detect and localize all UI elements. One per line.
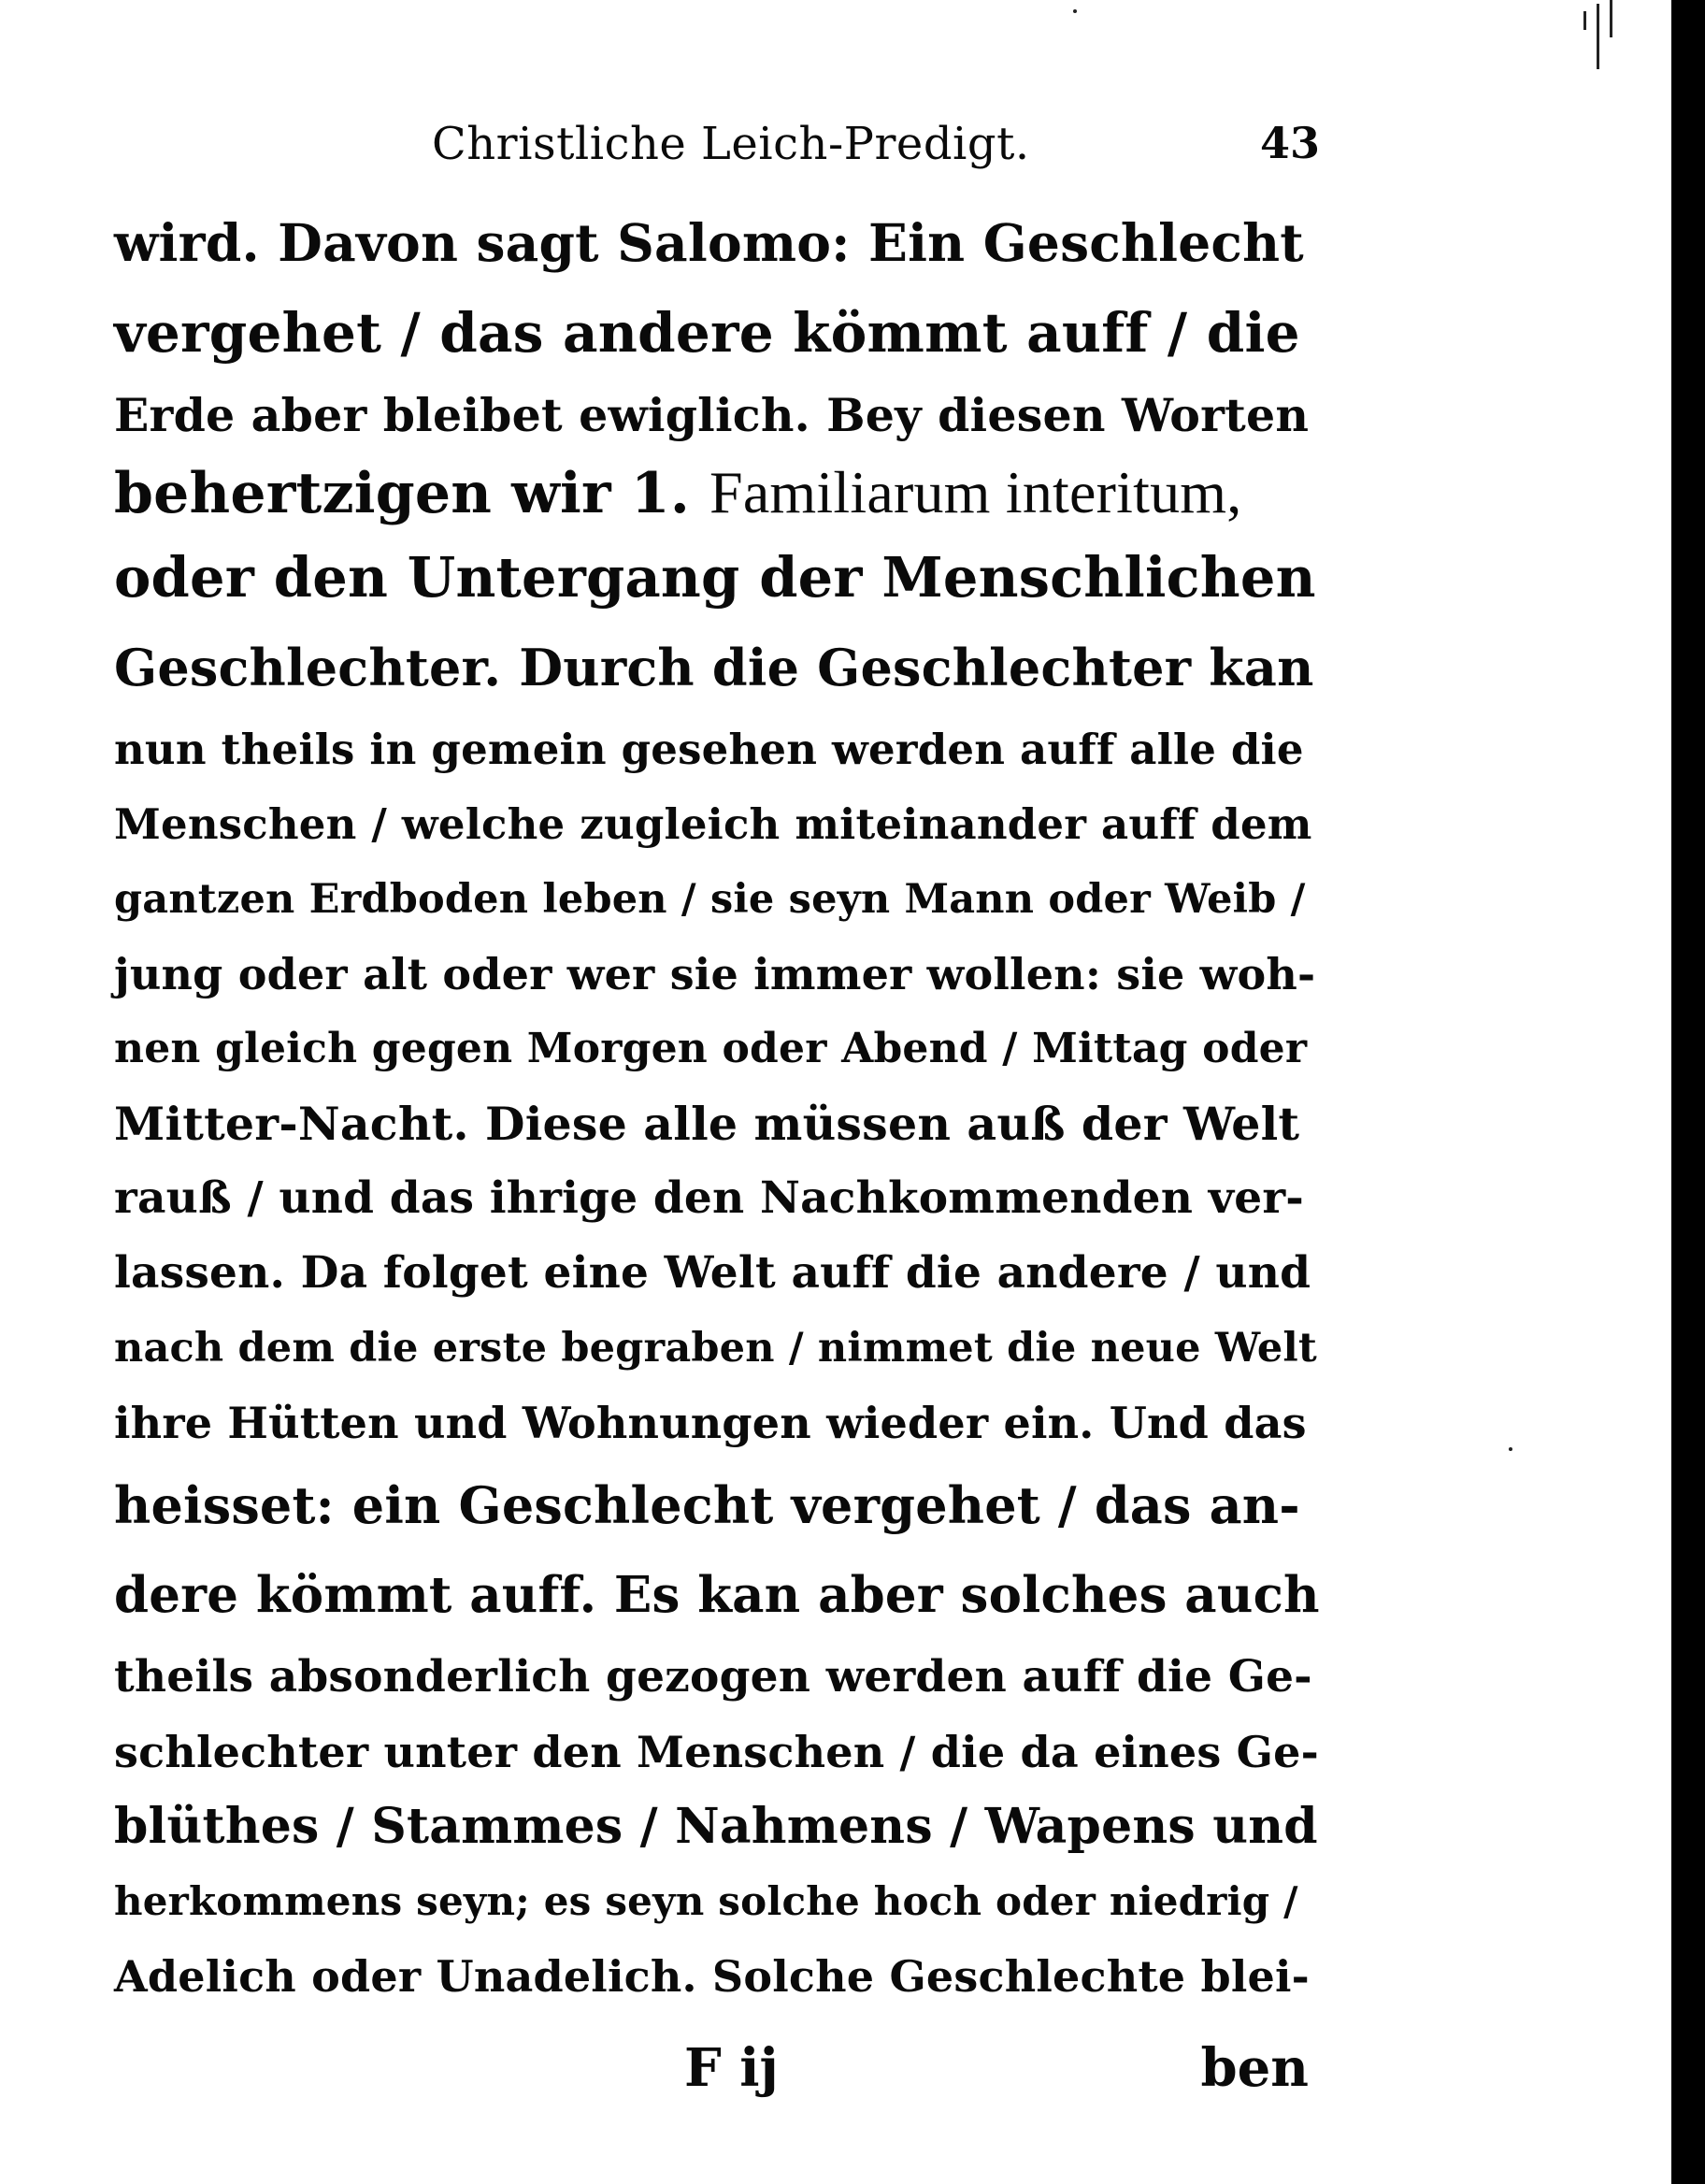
text-line: schlechter unter den Menschen / die da eines Ge-	[114, 1727, 1319, 1777]
text-line: Adelich oder Unadelich. Solche Geschlechte blei-	[114, 1951, 1310, 2002]
text-line: nun theils in gemein gesehen werden auff alle die	[114, 725, 1304, 774]
text-line-latin: behertzigen wir 1. Familiarum interitum,	[114, 459, 1242, 526]
text-line: Erde aber bleibet ewiglich. Bey diesen Worten	[114, 388, 1310, 442]
text-line: lassen. Da folget eine Welt auff die andere / und	[114, 1247, 1311, 1299]
book-page	[114, 110, 1320, 2105]
latin-phrase: Familiarum interitum,	[709, 459, 1242, 525]
text-line: Menschen / welche zugleich miteinander auff dem	[114, 799, 1312, 849]
scan-specks	[1583, 0, 1621, 103]
text-line: rauß / und das ihrige den Nachkommenden ver-	[114, 1172, 1305, 1224]
text-line: Geschlechter. Durch die Geschlechter kan	[114, 638, 1314, 697]
text-line: ihre Hütten und Wohnungen wieder ein. Und das	[114, 1398, 1307, 1448]
scan-dust-dot	[1073, 9, 1077, 13]
page-header	[114, 110, 1320, 194]
text-line: oder den Untergang der Menschlichen	[114, 545, 1316, 610]
body-text	[114, 198, 1320, 2014]
text-line: jung oder alt oder wer sie immer wollen: sie woh-	[114, 949, 1316, 999]
page-number: 43	[1259, 118, 1320, 168]
text-line: blüthes / Stammes / Nahmens / Wapens und	[114, 1798, 1318, 1855]
text-line: gantzen Erdboden leben / sie seyn Mann oder Weib /	[114, 876, 1306, 923]
text-line: vergehet / das andere kömmt auff / die	[114, 301, 1300, 365]
text-line: nach dem die erste begraben / nimmet die neue Welt	[114, 1325, 1317, 1372]
text-line: dere kömmt auff. Es kan aber solches auch	[114, 1566, 1320, 1624]
text-line: theils absonderlich gezogen werden auff die Ge-	[114, 1651, 1312, 1703]
running-head: Christliche Leich-Predigt.	[432, 118, 1030, 170]
scan-dust-dot	[1509, 1447, 1512, 1451]
text-line: wird. Davon sagt Salomo: Ein Geschlecht	[114, 212, 1304, 273]
text-line: heisset: ein Geschlecht vergehet / das an-	[114, 1475, 1300, 1535]
page-footer	[114, 2031, 1320, 2105]
scan-page-edge	[1671, 0, 1705, 2184]
text-line: nen gleich gegen Morgen oder Abend / Mittag oder	[114, 1025, 1308, 1072]
text-line: Mitter-Nacht. Diese alle müssen auß der Welt	[114, 1097, 1300, 1151]
text-line: herkommens seyn; es seyn solche hoch oder niedrig /	[114, 1878, 1298, 1924]
signature-mark: F ij	[684, 2037, 779, 2099]
catchword: ben	[1200, 2037, 1309, 2099]
text-line	[114, 453, 1320, 533]
